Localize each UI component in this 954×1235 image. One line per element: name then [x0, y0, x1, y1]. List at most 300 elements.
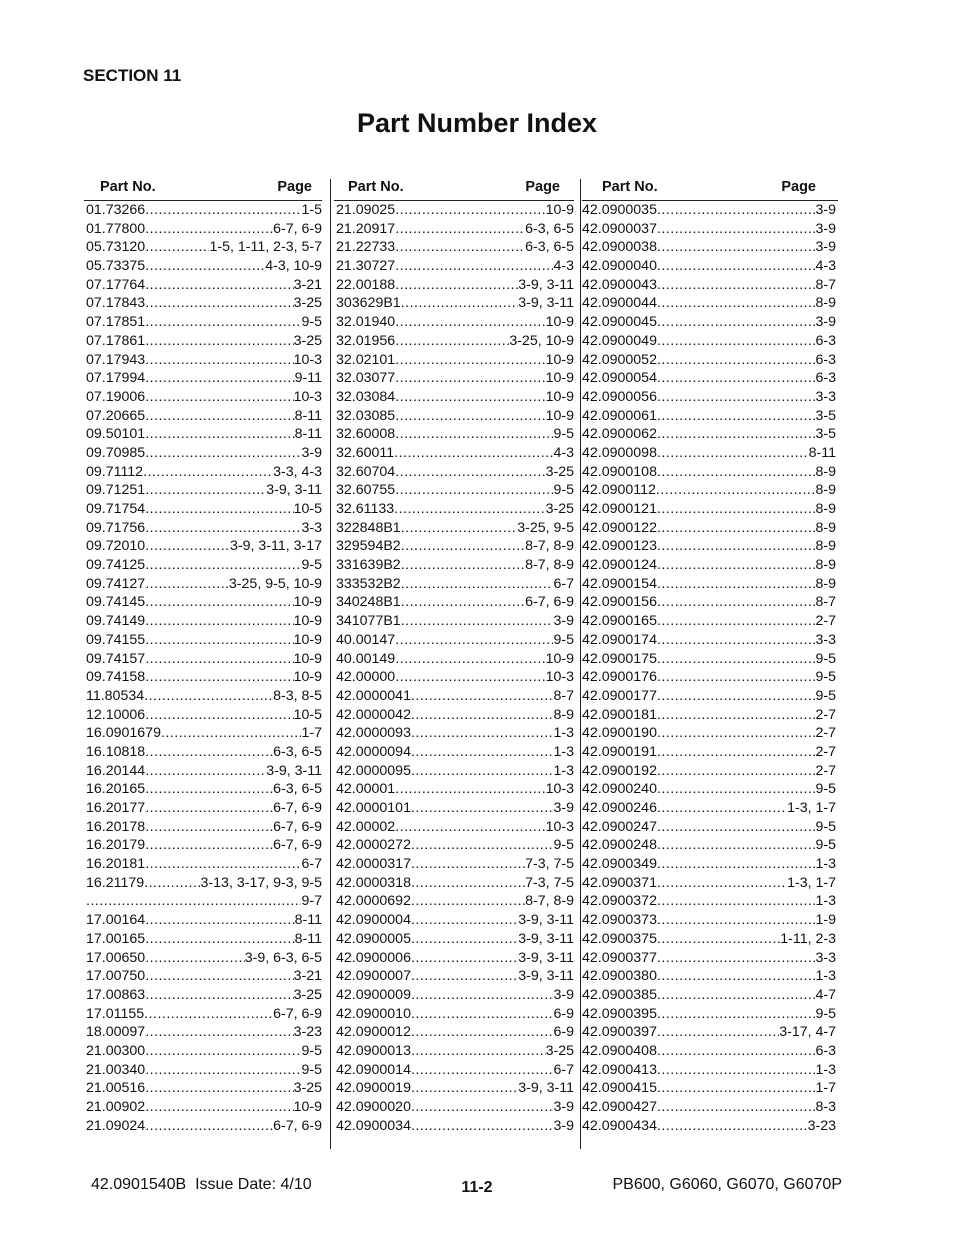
part-number: 42.0000093 — [336, 725, 411, 742]
page-reference: 3-9, 3-11 — [518, 295, 574, 312]
leader-dots — [145, 388, 293, 407]
page-reference: 3-3 — [815, 388, 836, 405]
page-reference: 9-5 — [553, 631, 574, 648]
index-entry — [86, 650, 322, 669]
page-reference: 2-7 — [815, 725, 836, 742]
index-entry — [336, 388, 574, 407]
page-reference: 1-3, 1-7 — [787, 800, 836, 816]
leader-dots — [411, 911, 518, 930]
column-divider — [580, 179, 581, 1149]
page-reference: 3-25 — [545, 463, 574, 480]
leader-dots — [145, 836, 273, 855]
part-number: 42.0000272 — [336, 837, 411, 854]
part-number: 09.71112 — [86, 463, 144, 480]
page-reference: 8-11 — [294, 426, 322, 443]
part-number: 42.0900123 — [582, 538, 657, 555]
index-entry — [582, 799, 836, 818]
part-number: 12.10006 — [86, 706, 146, 723]
index-entry — [582, 874, 836, 893]
leader-dots — [411, 724, 554, 743]
header-part-no: Part No. — [602, 179, 658, 195]
part-number: 42.0900181 — [582, 706, 657, 723]
page-reference: 3-3, 4-3 — [273, 463, 322, 480]
leader-dots — [395, 276, 518, 295]
page-reference: 10-9 — [293, 650, 322, 667]
leader-dots — [657, 780, 816, 799]
column-divider — [330, 179, 331, 1149]
index-entry — [86, 425, 322, 444]
index-entry — [582, 201, 836, 220]
part-number: 07.17843 — [86, 295, 146, 312]
page-reference: 3-9 — [553, 613, 574, 630]
part-number: 42.0000318 — [336, 874, 411, 891]
part-number: 09.71251 — [86, 482, 146, 499]
index-entry — [86, 1005, 322, 1024]
part-number: 42.0000042 — [336, 706, 411, 723]
leader-dots — [395, 257, 553, 276]
index-entry — [582, 668, 836, 687]
leader-dots — [657, 500, 816, 519]
leader-dots — [657, 313, 816, 332]
leader-dots — [145, 855, 301, 874]
leader-dots — [145, 537, 230, 556]
index-entry — [582, 220, 836, 239]
page-reference: 8-3, 8-5 — [273, 687, 322, 704]
index-entry — [86, 369, 322, 388]
leader-dots — [657, 1061, 816, 1080]
index-entry — [86, 481, 322, 500]
page-reference: 3-3 — [301, 519, 322, 536]
index-entry — [582, 294, 836, 313]
leader-dots — [395, 463, 545, 482]
page-reference: 10-3 — [293, 388, 322, 405]
index-entry — [86, 220, 322, 239]
part-number: 42.0000094 — [336, 743, 411, 760]
index-entry — [582, 519, 836, 538]
page-reference: 3-21 — [293, 968, 322, 985]
part-number: 42.0900175 — [582, 650, 657, 667]
leader-dots — [401, 556, 525, 575]
page-reference: 10-9 — [545, 407, 574, 424]
index-entry — [86, 313, 322, 332]
page-reference: 3-25 — [293, 1080, 322, 1097]
part-number: 09.74157 — [86, 650, 146, 667]
leader-dots — [657, 799, 787, 818]
part-number: 32.60008 — [336, 426, 396, 443]
page-reference: 7-3, 7-5 — [525, 874, 574, 891]
part-number: 42.0900061 — [582, 407, 657, 424]
page-reference: 8-9 — [553, 706, 574, 723]
part-number: 42.0900038 — [582, 239, 657, 256]
part-number: 42.0900408 — [582, 1042, 657, 1059]
page-reference: 4-3, 10-9 — [265, 258, 322, 275]
index-entry — [582, 332, 836, 351]
leader-dots — [411, 1117, 554, 1136]
index-entry — [336, 276, 574, 295]
part-number: 42.0900010 — [336, 1005, 411, 1022]
page-reference: 9-5 — [815, 837, 836, 854]
index-entry — [86, 351, 322, 370]
index-entry — [582, 986, 836, 1005]
leader-dots — [145, 257, 265, 276]
part-number: 42.0900006 — [336, 949, 411, 966]
page-reference: 6-3, 6-5 — [273, 743, 322, 760]
part-number: 21.09025 — [336, 202, 396, 218]
part-number: 16.20179 — [86, 837, 146, 854]
page-reference: 3-9 — [553, 800, 574, 816]
part-number: 42.0900013 — [336, 1042, 411, 1059]
leader-dots — [411, 706, 554, 725]
leader-dots — [145, 556, 301, 575]
page-reference: 1-3 — [553, 743, 574, 760]
entry-list — [582, 201, 838, 1135]
part-number: 42.0900375 — [582, 930, 657, 947]
part-number: 21.00340 — [86, 1061, 146, 1078]
page-reference: 9-5 — [301, 314, 322, 331]
footer-document-id: 42.0901540B Issue Date: 4/10 — [91, 1176, 312, 1193]
index-entry — [336, 556, 574, 575]
page-reference: 3-9 — [815, 239, 836, 256]
page-reference: 7-3, 7-5 — [525, 856, 574, 873]
part-number: 42.0900040 — [582, 258, 657, 275]
leader-dots — [145, 631, 293, 650]
part-number: 40.00149 — [336, 650, 396, 667]
part-number: 42.0900154 — [582, 575, 657, 592]
page-reference: 3-25 — [293, 332, 322, 349]
page-reference: 1-3 — [815, 968, 836, 985]
leader-dots — [657, 1042, 816, 1061]
part-number: 42.0900371 — [582, 874, 657, 891]
leader-dots — [411, 874, 525, 893]
part-number: 42.0900054 — [582, 370, 657, 387]
page-reference: 6-3 — [815, 332, 836, 349]
index-entry — [336, 519, 574, 538]
page-reference: 10-9 — [545, 370, 574, 387]
leader-dots — [411, 1079, 518, 1098]
leader-dots — [657, 911, 816, 930]
part-number: 07.17851 — [86, 314, 146, 331]
part-number: 32.03085 — [336, 407, 396, 424]
part-number: 21.00300 — [86, 1042, 146, 1059]
page-reference: 10-5 — [293, 501, 322, 517]
leader-dots — [657, 388, 816, 407]
page-reference: 10-3 — [545, 781, 574, 798]
part-number: 16.20181 — [86, 856, 146, 873]
index-entry — [86, 762, 322, 781]
index-entry — [336, 762, 574, 781]
part-number: 16.21179 — [86, 874, 145, 891]
page-reference: 3-9, 3-11 — [518, 949, 574, 966]
index-entry — [336, 294, 574, 313]
part-number: 17.00863 — [86, 986, 146, 1003]
page-reference: 10-9 — [293, 669, 322, 686]
index-entry — [582, 818, 836, 837]
part-number: 42.0900122 — [582, 519, 657, 536]
index-entry — [86, 818, 322, 837]
leader-dots — [411, 1042, 546, 1061]
leader-dots — [657, 332, 816, 351]
index-entry — [336, 463, 574, 482]
leader-dots — [401, 575, 554, 594]
page-reference: 3-5 — [815, 426, 836, 443]
leader-dots — [145, 444, 301, 463]
page-reference: 9-5 — [815, 781, 836, 798]
part-number: 42.0900247 — [582, 818, 657, 835]
page-reference: 3-25 — [545, 501, 574, 517]
part-number: 07.17943 — [86, 351, 146, 368]
page-reference: 4-3 — [815, 258, 836, 275]
header-page: Page — [781, 179, 816, 195]
page-reference: 10-9 — [293, 631, 322, 648]
part-number: 42.0900124 — [582, 557, 657, 574]
part-number: 42.00001 — [336, 781, 396, 798]
index-entry — [336, 369, 574, 388]
index-entry — [336, 836, 574, 855]
page-reference: 9-5 — [815, 650, 836, 667]
page-reference: 6-7, 6-9 — [273, 1117, 322, 1134]
index-entry — [86, 668, 322, 687]
entry-list — [84, 201, 322, 1135]
part-number: 32.01956 — [336, 332, 396, 349]
part-number: 331639B2 — [336, 557, 401, 574]
leader-dots — [145, 1079, 293, 1098]
part-number: 42.0900191 — [582, 743, 657, 760]
leader-dots — [657, 930, 780, 949]
leader-dots — [411, 949, 518, 968]
index-entry — [86, 1061, 322, 1080]
index-entry — [86, 1117, 322, 1136]
leader-dots — [657, 949, 816, 968]
index-entry — [336, 631, 574, 650]
page-reference: 3-17, 4-7 — [779, 1024, 836, 1041]
leader-dots — [411, 687, 554, 706]
leader-dots — [145, 1023, 293, 1042]
page-reference: 1-9 — [815, 912, 836, 929]
leader-dots — [145, 612, 293, 631]
page-reference: 3-25 — [293, 295, 322, 312]
part-number: 32.60011 — [336, 444, 395, 461]
part-number: 42.0900380 — [582, 968, 657, 985]
leader-dots — [145, 238, 209, 257]
leader-dots — [657, 519, 816, 538]
page-reference: 8-9 — [815, 295, 836, 312]
part-number: 42.0900246 — [582, 800, 657, 816]
part-number: 17.00165 — [86, 930, 146, 947]
index-entry — [86, 257, 322, 276]
leader-dots — [145, 986, 293, 1005]
part-number: 42.0900434 — [582, 1117, 657, 1134]
index-entry — [86, 874, 322, 893]
page-reference: 8-11 — [808, 444, 836, 461]
page-reference: 9-7 — [301, 893, 322, 910]
page-reference: 3-9 — [553, 1099, 574, 1115]
part-number: 17.01155 — [86, 1005, 145, 1022]
index-entry — [582, 949, 836, 968]
page-reference: 8-9 — [815, 575, 836, 592]
index-entry — [86, 986, 322, 1005]
part-number: 42.0900395 — [582, 1005, 657, 1022]
leader-dots — [395, 407, 545, 426]
part-number: 42.0900044 — [582, 295, 657, 312]
index-entry — [582, 724, 836, 743]
page-reference: 1-3, 1-7 — [787, 874, 836, 891]
part-number: 42.0900009 — [336, 986, 411, 1003]
part-number: 42.0900349 — [582, 856, 657, 873]
leader-dots — [395, 780, 545, 799]
index-entry — [336, 1098, 574, 1117]
leader-dots — [657, 463, 816, 482]
index-entry — [86, 706, 322, 725]
index-entry — [582, 1117, 836, 1136]
page-reference: 4-3 — [553, 444, 574, 461]
part-number: 09.50101 — [86, 426, 146, 443]
page-reference: 6-7 — [301, 856, 322, 873]
page-reference: 3-25, 9-5, 10-9 — [228, 575, 322, 592]
index-entry — [86, 836, 322, 855]
index-entry — [86, 201, 322, 220]
leader-dots — [145, 818, 273, 837]
index-entry — [582, 892, 836, 911]
index-entry — [582, 855, 836, 874]
leader-dots — [657, 276, 816, 295]
part-number: 42.0900098 — [582, 444, 657, 461]
part-number: 42.0900372 — [582, 893, 657, 910]
page-reference: 9-5 — [815, 669, 836, 686]
leader-dots — [411, 855, 525, 874]
page-reference: 8-7, 8-9 — [525, 893, 574, 910]
page-reference: 6-7, 6-9 — [525, 594, 574, 611]
page-reference: 8-7 — [553, 687, 574, 704]
leader-dots — [411, 1098, 554, 1117]
page-reference: 8-11 — [294, 407, 322, 424]
page-reference: 9-5 — [815, 687, 836, 704]
page-reference: 3-13, 3-17, 9-3, 9-5 — [200, 874, 322, 891]
part-number: 42.0900052 — [582, 351, 657, 368]
leader-dots — [657, 818, 816, 837]
part-number: 42.0000095 — [336, 762, 411, 779]
leader-dots — [395, 425, 553, 444]
leader-dots — [657, 201, 816, 220]
leader-dots — [657, 425, 816, 444]
page-reference: 3-9, 3-11 — [266, 482, 322, 499]
page-reference: 8-9 — [815, 463, 836, 480]
index-entry — [582, 500, 836, 519]
leader-dots — [145, 1042, 301, 1061]
part-number: 42.0900020 — [336, 1099, 411, 1115]
page-reference: 8-7, 8-9 — [525, 538, 574, 555]
index-entry — [582, 1023, 836, 1042]
index-entry — [336, 780, 574, 799]
index-entry — [86, 949, 322, 968]
index-entry — [582, 911, 836, 930]
leader-dots — [657, 351, 816, 370]
index-entry — [86, 593, 322, 612]
page-reference: 9-5 — [553, 837, 574, 854]
part-number: 42.0900034 — [336, 1117, 411, 1134]
leader-dots — [657, 593, 816, 612]
index-entry — [582, 593, 836, 612]
index-entry — [86, 780, 322, 799]
page-reference: 3-23 — [807, 1117, 836, 1134]
part-number: 09.74127 — [86, 575, 146, 592]
page-reference: 6-3 — [815, 370, 836, 387]
leader-dots — [143, 463, 273, 482]
leader-dots — [401, 294, 519, 313]
part-number: 32.60704 — [336, 463, 396, 480]
leader-dots — [161, 724, 302, 743]
part-number: 07.17764 — [86, 276, 146, 293]
leader-dots — [411, 986, 554, 1005]
index-entry — [86, 855, 322, 874]
page-reference: 3-23 — [293, 1024, 322, 1041]
page-reference: 3-9, 3-11 — [518, 930, 574, 947]
part-number: 01.73266 — [86, 202, 146, 218]
index-entry — [582, 762, 836, 781]
index-entry — [582, 930, 836, 949]
index-entry — [86, 930, 322, 949]
index-entry — [86, 500, 322, 519]
page-reference: 9-5 — [301, 1061, 322, 1078]
leader-dots — [657, 294, 816, 313]
section-label: SECTION 11 — [83, 66, 182, 85]
index-entry — [86, 1023, 322, 1042]
leader-dots — [145, 911, 294, 930]
header-part-no: Part No. — [348, 179, 404, 195]
part-number: 32.02101 — [336, 351, 396, 368]
index-entry — [336, 1079, 574, 1098]
part-number: 42.0900108 — [582, 463, 657, 480]
index-entry — [336, 706, 574, 725]
leader-dots — [657, 1005, 816, 1024]
index-entry — [336, 500, 574, 519]
page-reference: 6-7 — [553, 575, 574, 592]
index-entry — [336, 855, 574, 874]
leader-dots — [145, 930, 294, 949]
part-number: 42.0900174 — [582, 631, 657, 648]
part-number: 42.0900427 — [582, 1099, 657, 1115]
part-number: 333532B2 — [336, 575, 401, 592]
part-number: 42.0900037 — [582, 220, 657, 237]
leader-dots — [657, 706, 816, 725]
index-entry — [582, 687, 836, 706]
column-header — [334, 178, 574, 201]
leader-dots — [145, 425, 294, 444]
part-number: 16.20178 — [86, 818, 146, 835]
part-number: 42.0900012 — [336, 1024, 411, 1041]
leader-dots — [657, 537, 816, 556]
leader-dots — [145, 780, 273, 799]
index-entry — [336, 351, 574, 370]
index-entry — [336, 201, 574, 220]
index-entry — [336, 593, 574, 612]
part-number: 42.0900121 — [582, 501, 657, 517]
footer-models: PB600, G6060, G6070, G6070P — [612, 1176, 842, 1193]
page-reference: 3-9, 3-11 — [518, 968, 574, 985]
index-column-3 — [582, 178, 838, 1135]
index-entry — [582, 425, 836, 444]
leader-dots — [145, 593, 293, 612]
index-entry — [336, 743, 574, 762]
index-entry — [336, 687, 574, 706]
index-entry — [86, 332, 322, 351]
page-reference: 8-7 — [815, 276, 836, 293]
part-number: 341077B1 — [336, 613, 401, 630]
index-entry — [336, 799, 574, 818]
part-number: 42.0900248 — [582, 837, 657, 854]
leader-dots — [145, 706, 293, 725]
page-reference: 1-5, 1-11, 2-3, 5-7 — [209, 239, 322, 256]
index-entry — [582, 631, 836, 650]
